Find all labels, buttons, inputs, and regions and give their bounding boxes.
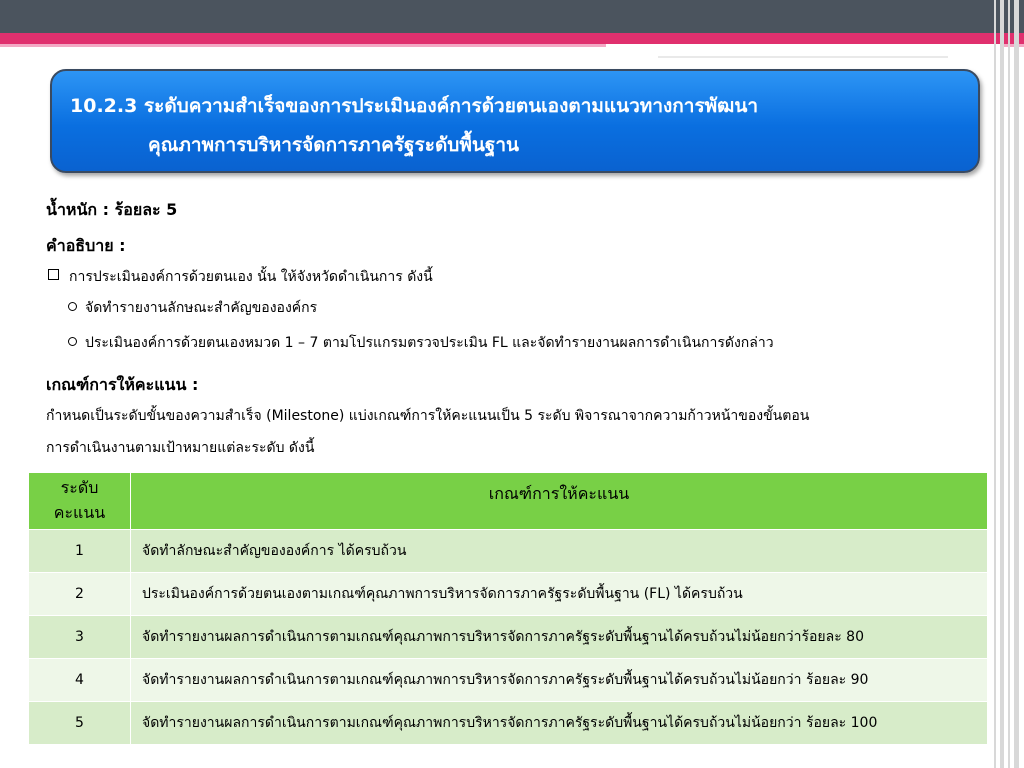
table-header-row bbox=[29, 473, 988, 530]
title-box bbox=[50, 69, 980, 173]
subbullet-text: ประเมินองค์การด้วยตนเองหมวด 1 – 7 ตามโปรแกรมตรวจประเมิน FL และจัดทำรายงานผลการดำเนินการดังกล่าว bbox=[85, 335, 774, 351]
table-row bbox=[29, 616, 988, 659]
accent-bar bbox=[0, 33, 1024, 44]
header-level-line-2: คะแนน bbox=[53, 503, 106, 522]
header-criteria: เกณฑ์การให้คะแนน bbox=[131, 473, 988, 530]
square-bullet-icon bbox=[48, 269, 59, 280]
subbullet-text: จัดทำรายงานลักษณะสำคัญขององค์กร bbox=[85, 300, 318, 316]
bullet-item bbox=[48, 266, 433, 288]
decorative-stripes bbox=[992, 0, 1024, 768]
level-cell: 2 bbox=[29, 573, 131, 616]
table-row bbox=[29, 659, 988, 702]
header-level-line-1: ระดับ bbox=[60, 478, 99, 497]
subbullet-item bbox=[68, 332, 774, 354]
level-cell: 4 bbox=[29, 659, 131, 702]
criteria-cell: จัดทำรายงานผลการดำเนินการตามเกณฑ์คุณภาพการบริหารจัดการภาครัฐระดับพื้นฐานได้ครบถ้วนไม่น้อยกว่า ร้อยละ 100 bbox=[131, 702, 988, 745]
criteria-cell: จัดทำรายงานผลการดำเนินการตามเกณฑ์คุณภาพการบริหารจัดการภาครัฐระดับพื้นฐานได้ครบถ้วนไม่น้อยกว่า ร้อยละ 90 bbox=[131, 659, 988, 702]
level-cell: 1 bbox=[29, 530, 131, 573]
criteria-table bbox=[28, 472, 988, 745]
level-cell: 3 bbox=[29, 616, 131, 659]
criteria-heading: เกณฑ์การให้คะแนน : bbox=[46, 375, 199, 394]
criteria-text-line-2: การดำเนินงานตามเป้าหมายแต่ละระดับ ดังนี้ bbox=[46, 440, 315, 456]
criteria-cell: จัดทำรายงานผลการดำเนินการตามเกณฑ์คุณภาพการบริหารจัดการภาครัฐระดับพื้นฐานได้ครบถ้วนไม่น้อยกว่าร้อยละ 80 bbox=[131, 616, 988, 659]
slide-title-line-1: 10.2.3 ระดับความสำเร็จของการประเมินองค์การด้วยตนเองตามแนวทางการพัฒนา bbox=[70, 95, 758, 117]
slide-title-line-2: คุณภาพการบริหารจัดการภาครัฐระดับพื้นฐาน bbox=[148, 134, 520, 156]
header-divider bbox=[658, 56, 948, 58]
bullet-text: การประเมินองค์การด้วยตนเอง นั้น ให้จังหวัดดำเนินการ ดังนี้ bbox=[69, 269, 433, 285]
criteria-cell: จัดทำลักษณะสำคัญขององค์การ ได้ครบถ้วน bbox=[131, 530, 988, 573]
header-level bbox=[29, 473, 131, 530]
table-row bbox=[29, 702, 988, 745]
table-row bbox=[29, 573, 988, 616]
level-cell: 5 bbox=[29, 702, 131, 745]
top-bar bbox=[0, 0, 1024, 33]
weight-label: น้ำหนัก : ร้อยละ 5 bbox=[46, 200, 178, 219]
subbullet-item bbox=[68, 297, 317, 319]
criteria-cell: ประเมินองค์การด้วยตนเองตามเกณฑ์คุณภาพการบริหารจัดการภาครัฐระดับพื้นฐาน (FL) ได้ครบถ้วน bbox=[131, 573, 988, 616]
description-heading: คำอธิบาย : bbox=[46, 236, 126, 255]
circle-bullet-icon bbox=[68, 302, 77, 311]
criteria-text-line-1: กำหนดเป็นระดับขั้นของความสำเร็จ (Milestone) แบ่งเกณฑ์การให้คะแนนเป็น 5 ระดับ พิจารณาจากความก้าวหน้าของขั้นตอน bbox=[46, 408, 810, 424]
table-row bbox=[29, 530, 988, 573]
circle-bullet-icon bbox=[68, 337, 77, 346]
